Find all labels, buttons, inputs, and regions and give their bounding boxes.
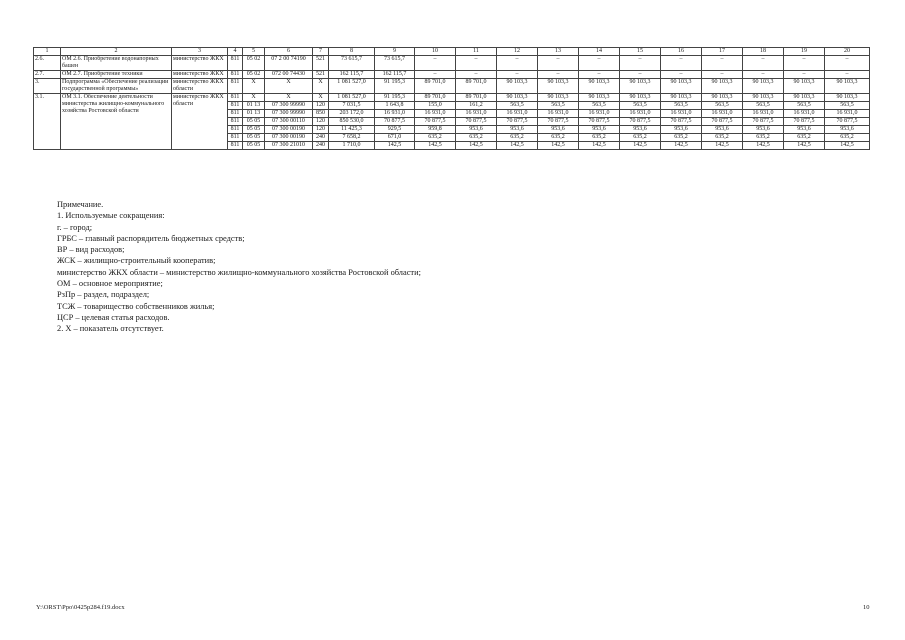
column-number-cell: 18 — [743, 48, 784, 56]
table-cell: 16 931,0 — [456, 110, 497, 118]
column-number-cell: 8 — [329, 48, 375, 56]
note-line: ГРБС – главный распорядитель бюджетных средств; — [57, 233, 245, 243]
table-cell: 811 — [228, 56, 243, 71]
table-cell: – — [579, 71, 620, 79]
table-cell: 072 00 74430 — [265, 71, 313, 79]
table-cell: 90 103,3 — [661, 94, 702, 102]
table-cell: 953,6 — [743, 126, 784, 134]
column-number-cell: 19 — [784, 48, 825, 56]
table-cell: – — [702, 71, 743, 79]
table-cell: 90 103,3 — [702, 94, 743, 102]
table-cell: 70 877,5 — [538, 118, 579, 126]
table-cell: 07 300 99990 — [265, 102, 313, 110]
table-cell: – — [415, 56, 456, 71]
table-cell: – — [784, 56, 825, 71]
table-cell: 70 877,5 — [825, 118, 870, 126]
table-cell: 635,2 — [784, 134, 825, 142]
note-line: ЖСК – жилищно-строительный кооператив; — [57, 256, 216, 266]
table-cell: – — [620, 56, 661, 71]
table-cell: – — [497, 56, 538, 71]
table-cell: 3. — [34, 79, 61, 94]
table-cell: 16 931,0 — [415, 110, 456, 118]
table-cell: 70 877,5 — [784, 118, 825, 126]
table-cell: 953,6 — [620, 126, 661, 134]
table-cell: 953,6 — [825, 126, 870, 134]
table-header — [34, 48, 870, 56]
table-cell: 120 — [313, 126, 329, 134]
table-cell: 05 05 — [243, 118, 265, 126]
table-cell: – — [456, 71, 497, 79]
note-line: ОМ – основное мероприятие; — [57, 279, 163, 289]
table-cell: 953,6 — [784, 126, 825, 134]
table-cell: 563,5 — [743, 102, 784, 110]
table-cell: 89 701,0 — [456, 94, 497, 102]
table-cell: 142,5 — [661, 142, 702, 150]
column-number-cell: 6 — [265, 48, 313, 56]
note-line: РзПр – раздел, подраздел; — [57, 290, 150, 300]
table-cell: – — [415, 71, 456, 79]
table-cell: 16 931,0 — [661, 110, 702, 118]
table-cell: X — [313, 79, 329, 94]
table-cell: 929,5 — [375, 126, 415, 134]
table-cell: 16 931,0 — [784, 110, 825, 118]
table-cell: X — [313, 94, 329, 102]
table-body — [34, 56, 870, 150]
table-cell: 70 877,5 — [579, 118, 620, 126]
table-cell: Подпрограмма «Обеспечение реализации государственной программы» — [61, 79, 172, 94]
table-cell: 05 02 — [243, 56, 265, 71]
table-cell: 11 425,3 — [329, 126, 375, 134]
table-cell: 90 103,3 — [497, 94, 538, 102]
table-cell: 70 877,5 — [702, 118, 743, 126]
table-cell: 05 05 — [243, 126, 265, 134]
table-cell: 953,6 — [538, 126, 579, 134]
table-cell: 70 877,5 — [743, 118, 784, 126]
table-cell: 811 — [228, 94, 243, 102]
table-cell: 953,6 — [579, 126, 620, 134]
column-number-cell: 11 — [456, 48, 497, 56]
column-number-cell: 2 — [61, 48, 172, 56]
table-cell: 90 103,3 — [579, 94, 620, 102]
table-cell: 73 615,7 — [375, 56, 415, 71]
table-row — [34, 79, 870, 94]
table-cell: – — [538, 56, 579, 71]
table-cell: – — [497, 71, 538, 79]
table-cell: 07 300 00190 — [265, 126, 313, 134]
table-cell: 811 — [228, 126, 243, 134]
table-cell: 811 — [228, 110, 243, 118]
footer-file-path: Y:\ORST\Ppo\0425p284.f19.docx — [36, 604, 125, 611]
table-cell: 91 195,3 — [375, 79, 415, 94]
table-cell: 162 115,7 — [375, 71, 415, 79]
table-cell: 90 103,3 — [743, 94, 784, 102]
table-cell: – — [620, 71, 661, 79]
table-cell: 563,5 — [579, 102, 620, 110]
table-cell: – — [702, 56, 743, 71]
table-cell: 16 931,0 — [702, 110, 743, 118]
table-cell: 671,0 — [375, 134, 415, 142]
table-cell: 2.7. — [34, 71, 61, 79]
table-cell: 16 931,0 — [579, 110, 620, 118]
note-line: министерство ЖКХ области – министерство жилищно-коммунального хозяйства Ростовской области; — [57, 267, 421, 277]
column-number-cell: 12 — [497, 48, 538, 56]
table-cell: 142,5 — [375, 142, 415, 150]
table-cell: 1 081 527,0 — [329, 94, 375, 102]
table-cell: министерство ЖКХ — [172, 56, 228, 71]
table-cell: 850 530,0 — [329, 118, 375, 126]
table-cell: 155,0 — [415, 102, 456, 110]
column-number-cell: 16 — [661, 48, 702, 56]
table-cell: 240 — [313, 142, 329, 150]
table-cell: 90 103,3 — [497, 79, 538, 94]
table-cell: 635,2 — [702, 134, 743, 142]
table-cell: 16 931,0 — [743, 110, 784, 118]
table-cell: 563,5 — [825, 102, 870, 110]
table-cell: 635,2 — [825, 134, 870, 142]
table-cell: 142,5 — [784, 142, 825, 150]
table-cell: 953,6 — [456, 126, 497, 134]
table-cell: 161,2 — [456, 102, 497, 110]
table-cell: 91 195,3 — [375, 94, 415, 102]
table-cell: 01 13 — [243, 110, 265, 118]
table-cell: 811 — [228, 71, 243, 79]
table-cell: 90 103,3 — [784, 79, 825, 94]
column-number-cell: 10 — [415, 48, 456, 56]
table-cell: – — [579, 56, 620, 71]
table-cell: 07 300 21010 — [265, 142, 313, 150]
budget-table — [33, 47, 870, 150]
table-cell: 953,6 — [497, 126, 538, 134]
table-cell: 16 931,0 — [620, 110, 661, 118]
column-number-cell: 17 — [702, 48, 743, 56]
table-cell: 142,5 — [579, 142, 620, 150]
table-cell: 142,5 — [456, 142, 497, 150]
table-row — [34, 71, 870, 79]
table-cell: 05 02 — [243, 71, 265, 79]
table-cell: 142,5 — [743, 142, 784, 150]
note-line: 2. X – показатель отсутствует. — [57, 324, 164, 334]
table-cell: 635,2 — [538, 134, 579, 142]
table-cell: 90 103,3 — [620, 94, 661, 102]
table-cell: 16 931,0 — [538, 110, 579, 118]
table-cell: 3.1. — [34, 94, 61, 150]
table-cell: 90 103,3 — [743, 79, 784, 94]
table-cell: 521 — [313, 71, 329, 79]
table-cell: 563,5 — [661, 102, 702, 110]
table-cell: 1 710,0 — [329, 142, 375, 150]
note-line: ВР – вид расходов; — [57, 245, 125, 255]
table-cell: 635,2 — [497, 134, 538, 142]
table-cell: 142,5 — [620, 142, 661, 150]
table-cell: – — [825, 71, 870, 79]
table-cell: 142,5 — [702, 142, 743, 150]
table-cell: 01 13 — [243, 102, 265, 110]
table-cell: 120 — [313, 118, 329, 126]
table-cell: 89 701,0 — [456, 79, 497, 94]
table-cell: 07 2 00 74190 — [265, 56, 313, 71]
table-cell: 7 031,5 — [329, 102, 375, 110]
column-number-cell: 1 — [34, 48, 61, 56]
table-cell: 811 — [228, 134, 243, 142]
table-cell: 70 877,5 — [415, 118, 456, 126]
table-cell: ОМ 2.6. Приобретение водонапорных башен — [61, 56, 172, 71]
table-cell: X — [265, 94, 313, 102]
table-cell: 05 05 — [243, 142, 265, 150]
table-cell: 811 — [228, 79, 243, 94]
table-row — [34, 56, 870, 71]
column-number-cell: 14 — [579, 48, 620, 56]
table-cell: ОМ 3.1. Обеспечение деятельности министерства жилищно-коммунального хозяйства Ростовской области — [61, 94, 172, 150]
column-number-cell: 20 — [825, 48, 870, 56]
table-cell: 90 103,3 — [538, 79, 579, 94]
table-cell: – — [784, 71, 825, 79]
table-cell: – — [661, 71, 702, 79]
column-number-cell: 5 — [243, 48, 265, 56]
table-cell: – — [743, 71, 784, 79]
table-cell: 1 081 527,0 — [329, 79, 375, 94]
table-cell: 07 300 00190 — [265, 134, 313, 142]
table-cell: 635,2 — [415, 134, 456, 142]
table-cell: 203 172,0 — [329, 110, 375, 118]
table-cell: 811 — [228, 142, 243, 150]
table-cell: – — [456, 56, 497, 71]
table-cell: 90 103,3 — [784, 94, 825, 102]
table-cell: 635,2 — [579, 134, 620, 142]
table-cell: 240 — [313, 134, 329, 142]
column-number-row — [34, 48, 870, 56]
table-cell: – — [743, 56, 784, 71]
table-cell: 90 103,3 — [538, 94, 579, 102]
table-cell: 90 103,3 — [661, 79, 702, 94]
column-number-cell: 4 — [228, 48, 243, 56]
table-cell: 162 115,7 — [329, 71, 375, 79]
table-cell: 563,5 — [702, 102, 743, 110]
table-cell: министерство ЖКХ области — [172, 94, 228, 150]
table-cell: 89 701,0 — [415, 94, 456, 102]
note-line: 1. Используемые сокращения: — [57, 211, 165, 221]
table-cell: 90 103,3 — [702, 79, 743, 94]
table-cell: 635,2 — [620, 134, 661, 142]
column-number-cell: 13 — [538, 48, 579, 56]
table-cell: 70 877,5 — [456, 118, 497, 126]
table-cell: 16 931,0 — [375, 110, 415, 118]
table-cell: X — [265, 79, 313, 94]
table-cell: 70 877,5 — [661, 118, 702, 126]
table-cell: 142,5 — [538, 142, 579, 150]
table-cell: 563,5 — [538, 102, 579, 110]
table-cell: – — [661, 56, 702, 71]
table-cell: 811 — [228, 102, 243, 110]
note-line: ЦСР – целевая статья расходов. — [57, 312, 170, 322]
table-cell: 635,2 — [456, 134, 497, 142]
table-cell: 70 877,5 — [497, 118, 538, 126]
table-cell: 70 877,5 — [375, 118, 415, 126]
table-cell: 07 300 99990 — [265, 110, 313, 118]
table-cell: ОМ 2.7. Приобретение техники — [61, 71, 172, 79]
table-cell: 90 103,3 — [825, 94, 870, 102]
table-cell: 563,5 — [497, 102, 538, 110]
table-cell: 635,2 — [661, 134, 702, 142]
table-cell: X — [243, 79, 265, 94]
column-number-cell: 15 — [620, 48, 661, 56]
table-row — [34, 94, 870, 102]
table-cell: 16 931,0 — [497, 110, 538, 118]
table-cell: министерство ЖКХ — [172, 71, 228, 79]
table-cell: 90 103,3 — [825, 79, 870, 94]
table-cell: – — [825, 56, 870, 71]
table-cell: 635,2 — [743, 134, 784, 142]
table-cell: – — [538, 71, 579, 79]
table-cell: 16 931,0 — [825, 110, 870, 118]
table-cell: 953,6 — [661, 126, 702, 134]
table-cell: 2.6. — [34, 56, 61, 71]
table-cell: 850 — [313, 110, 329, 118]
table-cell: 07 300 00110 — [265, 118, 313, 126]
column-number-cell: 3 — [172, 48, 228, 56]
table-cell: 1 643,8 — [375, 102, 415, 110]
note-line: ТСЖ – товарищество собственников жилья; — [57, 301, 215, 311]
note-line: Примечание. — [57, 200, 104, 209]
table-cell: 521 — [313, 56, 329, 71]
column-number-cell: 7 — [313, 48, 329, 56]
column-number-cell: 9 — [375, 48, 415, 56]
table-cell: 953,6 — [702, 126, 743, 134]
table-cell: 142,5 — [415, 142, 456, 150]
table-cell: 90 103,3 — [620, 79, 661, 94]
table-cell: 563,5 — [784, 102, 825, 110]
table-cell: 70 877,5 — [620, 118, 661, 126]
table-cell: министерство ЖКХ области — [172, 79, 228, 94]
table-cell: 05 05 — [243, 134, 265, 142]
table-cell: 73 615,7 — [329, 56, 375, 71]
table-cell: 120 — [313, 102, 329, 110]
table-cell: 959,8 — [415, 126, 456, 134]
table-cell: X — [243, 94, 265, 102]
note-line: г. – город; — [57, 222, 93, 232]
table-cell: 142,5 — [497, 142, 538, 150]
table-cell: 563,5 — [620, 102, 661, 110]
table-cell: 7 658,2 — [329, 134, 375, 142]
notes-section — [57, 199, 777, 335]
table-cell: 90 103,3 — [579, 79, 620, 94]
table-cell: 89 701,0 — [415, 79, 456, 94]
table-cell: 811 — [228, 118, 243, 126]
table-cell: 142,5 — [825, 142, 870, 150]
page-number: 10 — [863, 604, 870, 611]
